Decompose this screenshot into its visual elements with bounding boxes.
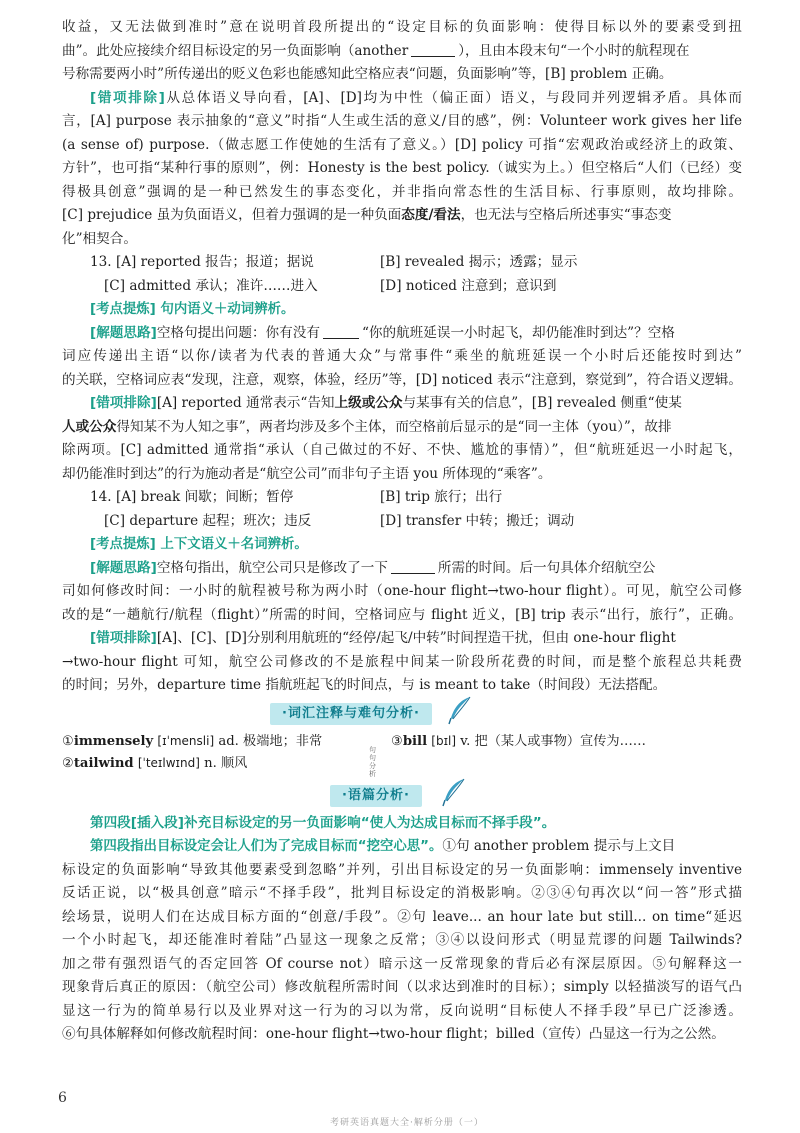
- text-line: 除两项。[C] admitted 通常指“承认（自己做过的不好、不快、尴尬的事情）”，但“航班延迟一小时起飞，: [62, 442, 742, 458]
- bold-span: 第四段指出目标设定会让人们为了完成目标而“挖空心思”。: [90, 839, 443, 854]
- text-line: 加之带有强烈语气的否定回答 Of course not）暗示这一反常现象的背后必有深层原因。⑤句解释这一: [62, 955, 742, 972]
- text-span: “你的航班延误一小时起飞，却仍能准时到达”？空格: [361, 324, 675, 341]
- vocab-phonetic: [bɪl]: [431, 733, 457, 748]
- quill-pen-icon: [440, 778, 466, 808]
- text-line: 言，[A] purpose 表示抽象的“意义”时指“人生或生活的意义/目的感”，例：Volunteer work gives her life: [62, 113, 742, 129]
- text-line: 绘场景，说明人们在达成目标方面的“创意/手段”。②句 leave... an hour late but still... on time“延迟: [62, 908, 742, 925]
- text-line: [62, 392, 742, 416]
- q13-options-row: [62, 251, 742, 275]
- text-span: 所需的时间。后一句具体介绍航空公: [437, 559, 656, 576]
- vocab-phonetic: [ˈteɪlwɪnd]: [137, 755, 200, 770]
- text-span: ①句 another problem 提示与上文目: [442, 838, 676, 854]
- vocab-entry: [62, 730, 337, 752]
- text-line: 方针”，也可指“某种行事的原则”，例：Honesty is the best policy.（诚实为上。）但空格后“人们（已经）变: [62, 160, 742, 176]
- vocab-number: ①: [62, 733, 74, 749]
- page-content: [62, 16, 742, 1047]
- text-line: 一个小时起飞，却还能准时着陆”凸显这一现象之反常；③④以设问形式（明显荒谬的问题 Tailwinds?: [62, 932, 742, 948]
- text-line: 收益，又无法做到准时”意在说明首段所提出的“设定目标的负面影响：使得目标以外的要素受到扭: [62, 19, 742, 35]
- text-line: [62, 204, 742, 228]
- text-line: 得极具创意”强调的是一种已然发生的事态变化，并非指向常态性的生活目标、行事原则，故均排除。: [62, 183, 742, 200]
- text-span: 与某事有关的信息”，[B] revealed 侧重“使某: [402, 395, 682, 411]
- text-line: 却仍能准时到达”的行为施动者是“航空公司”而非句子主语 you 所体现的“乘客”。: [62, 465, 552, 482]
- text-line: →two-hour flight 可知，航空公司修改的不是旅程中间某一阶段所花费的时间，而是整个旅程总共耗费: [62, 653, 742, 670]
- discourse-banner-wrap: [62, 780, 742, 812]
- vocab-phonetic: [ɪˈmensli]: [157, 733, 215, 748]
- text-line: (a sense of) purpose.（做志愿工作使她的生活有了意义。）[D] policy 可指“宏观政治或经济上的政策、: [62, 136, 742, 153]
- vocab-definition: v. 把（某人或事物）宣传为……: [460, 733, 646, 749]
- discourse-title: 第四段[插入段]补充目标设定的另一负面影响“使人为达成目标而不择手段”。: [90, 814, 556, 831]
- page-number: 6: [58, 1090, 67, 1106]
- text-line: [62, 627, 742, 651]
- q14-options-row: [62, 510, 742, 534]
- vocab-row: [62, 730, 742, 752]
- q13-options-row: [62, 275, 742, 299]
- answer-blank: [323, 324, 359, 339]
- text-line: [62, 557, 742, 581]
- text-line: 标设定的负面影响“导致其他要素受到忽略”并列，引出目标设定的另一负面影响：immensely inventive: [62, 861, 742, 878]
- solution-tag: [解题思路]: [90, 324, 157, 341]
- text-span: 得知某不为人知之事”，两者均涉及多个主体，而空格前后显示的是“同一主体（you）”，故排: [116, 418, 672, 435]
- discourse-banner: ·语篇分析·: [330, 785, 422, 807]
- vocab-number: ③: [391, 733, 403, 749]
- text-line: 号称需要两小时”所传递出的贬义色彩也能感知此空格应表“问题，负面影响”等，[B] problem 正确。: [62, 66, 673, 82]
- vocab-word: tailwind: [73, 755, 134, 771]
- text-line: 改的是“一趟航行/航程（flight）”所需的时间，空格词应与 flight 近义，[B] trip 表示“出行，旅行”，正确。: [62, 606, 742, 623]
- text-span: 空格句指出，航空公司只是修改了一下: [156, 559, 388, 576]
- text-line: [62, 322, 742, 346]
- vocab-banner: ·词汇注释与难句分析·: [270, 703, 432, 725]
- error-exclusion-tag: [错项排除]: [90, 89, 165, 106]
- vertical-side-note: 句句分析: [369, 746, 376, 778]
- q13-option-d: [D] noticed 注意到；意识到: [380, 277, 557, 294]
- q14-option-a: 14. [A] break 间歇；间断；暂停: [90, 489, 294, 505]
- text-line: ⑥句具体解释如何修改航程时间：one-hour flight→two-hour flight；billed（宣传）凸显这一行为之公然。: [62, 1026, 725, 1042]
- text-span: [A] reported 通常表示“告知: [156, 395, 335, 411]
- answer-blank: [411, 42, 455, 57]
- text-line: [62, 416, 742, 440]
- text-line: 反话正说，以“极具创意”暗示“不择手段”，批判目标设定的消极影响。②③④句再次以“问一答”形式描: [62, 885, 742, 901]
- bold-span: 上级或公众: [334, 395, 403, 411]
- text-line: 的关联，空格词应表“发现，注意，观察，体验，经历”等，[D] noticed 表示“注意到，察觉到”，符合语义逻辑。: [62, 371, 742, 388]
- text-span: ），且由本段末句“一个小时的航程现在: [458, 42, 690, 59]
- q14-option-c: [C] departure 起程；班次；违反: [104, 512, 312, 529]
- error-exclusion-tag: [错项排除]: [90, 395, 157, 411]
- q13-key-point: [考点提炼] 句内语义＋动词辨析。: [90, 302, 295, 317]
- text-line: 化”相契合。: [62, 230, 137, 247]
- vocab-word: immensely: [73, 733, 154, 749]
- text-span: 空格句提出问题：你有没有: [156, 324, 320, 341]
- vocab-number: ②: [62, 755, 74, 771]
- footer-text: 考研英语真题大全·解析分册（一）: [330, 1118, 484, 1128]
- solution-tag: [解题思路]: [90, 559, 157, 576]
- text-span: [A]、[C]、[D]分别利用航班的“经停/起飞/中转”时间捏造干扰，但由 one-hour flight: [156, 630, 676, 646]
- q14-option-b: [B] trip 旅行；出行: [380, 489, 503, 505]
- text-span: 从总体语义导向看，[A]、[D]均为中性（偏正面）语义，与段同并列逻辑矛盾。具体而: [164, 89, 742, 106]
- text-line: [62, 87, 742, 111]
- text-line: 的时间；另外，departure time 指航班起飞的时间点，与 is meant to take（时间段）无法搭配。: [62, 677, 667, 693]
- vocab-banner-wrap: [62, 698, 742, 730]
- text-line: [62, 40, 742, 64]
- text-line: [62, 835, 742, 859]
- vocab-definition: n. 顺风: [204, 755, 248, 771]
- vocab-entry: [391, 730, 646, 752]
- text-line: 显这一行为的简单易行以及业界对这一行为的习以为常，反向说明“目标使人不择手段”早已广泛渗透。: [62, 1002, 742, 1019]
- q14-option-d: [D] transfer 中转；搬迁；调动: [380, 512, 575, 529]
- text-line: 现象背后真正的原因：（航空公司）修改航程所需时间（以求达到准时的目标）；simply 以轻描淡写的语气凸: [62, 979, 742, 995]
- vocab-word: bill: [402, 733, 428, 749]
- q13-option-c: [C] admitted 承认；准许……进入: [104, 277, 318, 294]
- text-span: 曲”。此处应接续介绍目标设定的另一负面影响（another: [62, 42, 409, 59]
- q14-options-row: [62, 486, 742, 510]
- text-line: 词应传递出主语“以你/读者为代表的普通大众”与常事件“乘坐的航班延误一个小时后还能按时到达”: [62, 348, 742, 364]
- q13-option-a: 13. [A] reported 报告；报道；据说: [90, 254, 314, 270]
- text-span: [C] prejudice 虽为负面语义，但着力强调的是一种负面: [62, 207, 402, 223]
- vocab-row: [62, 752, 742, 774]
- vocab-entry: [62, 752, 337, 774]
- error-exclusion-tag: [错项排除]: [90, 630, 157, 646]
- bold-span: 态度/看法: [401, 207, 461, 223]
- vocab-definition: ad. 极端地；非常: [218, 733, 323, 749]
- quill-pen-icon: [446, 696, 472, 726]
- q14-key-point: [考点提炼] 上下文语义＋名词辨析。: [90, 537, 308, 552]
- bold-span: 人或公众: [62, 418, 117, 435]
- q13-option-b: [B] revealed 揭示；透露；显示: [380, 254, 578, 270]
- answer-blank: [391, 559, 435, 574]
- text-span: ，也无法与空格后所述事实“事态变: [460, 207, 672, 223]
- text-line: 司如何修改时间：一小时的航程被号称为两小时（one-hour flight→two-hour flight）。可见，航空公司修: [62, 583, 742, 599]
